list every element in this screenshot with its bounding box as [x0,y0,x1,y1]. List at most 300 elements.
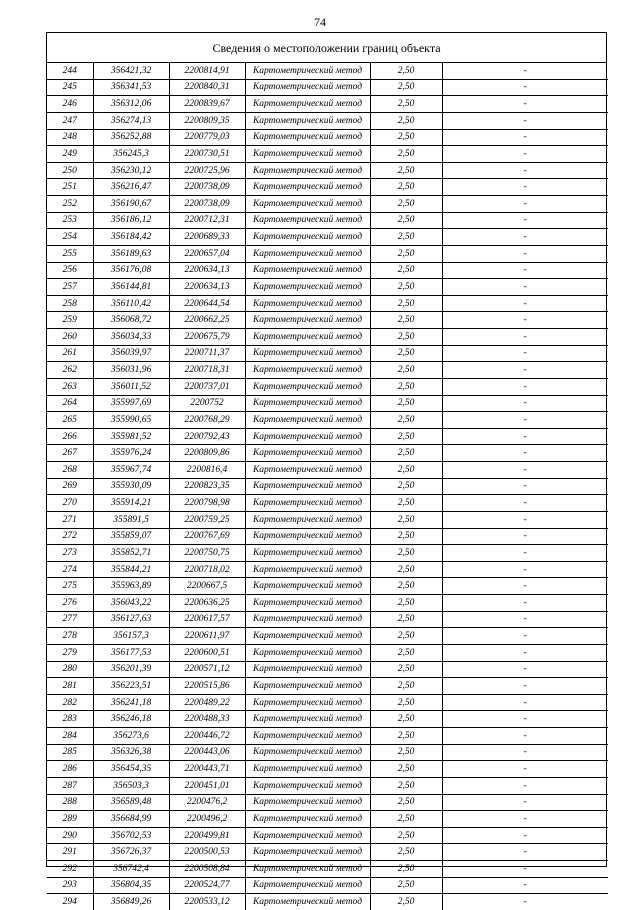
point-number-cell: 287 [47,777,93,794]
y-coordinate-cell: 2200737,01 [169,378,245,395]
table-row [47,844,608,861]
method-cell: Картометрический метод [245,395,370,412]
method-cell: Картометрический метод [245,844,370,861]
table-row [47,728,608,745]
point-number-cell: 278 [47,628,93,645]
description-cell: - [442,794,608,811]
y-coordinate-cell: 2200767,69 [169,528,245,545]
accuracy-cell: 2,50 [370,146,442,163]
point-number-cell: 291 [47,844,93,861]
description-cell: - [442,578,608,595]
accuracy-cell: 2,50 [370,744,442,761]
method-cell: Картометрический метод [245,295,370,312]
x-coordinate-cell: 356144,81 [93,279,169,296]
table-row [47,129,608,146]
accuracy-cell: 2,50 [370,179,442,196]
point-number-cell: 274 [47,561,93,578]
point-number-cell: 279 [47,644,93,661]
boundary-table [46,32,607,908]
table-row [47,262,608,279]
method-cell: Картометрический метод [245,811,370,828]
point-number-cell: 265 [47,412,93,429]
table-row [47,877,608,894]
x-coordinate-cell: 356186,12 [93,212,169,229]
x-coordinate-cell: 356011,52 [93,378,169,395]
method-cell: Картометрический метод [245,877,370,894]
y-coordinate-cell: 2200489,22 [169,694,245,711]
point-number-cell: 284 [47,728,93,745]
method-cell: Картометрический метод [245,279,370,296]
accuracy-cell: 2,50 [370,811,442,828]
method-cell: Картометрический метод [245,511,370,528]
point-number-cell: 255 [47,245,93,262]
point-number-cell: 288 [47,794,93,811]
x-coordinate-cell: 356241,18 [93,694,169,711]
y-coordinate-cell: 2200823,35 [169,478,245,495]
point-number-cell: 262 [47,362,93,379]
x-coordinate-cell: 356245,3 [93,146,169,163]
x-coordinate-cell: 356031,96 [93,362,169,379]
y-coordinate-cell: 2200814,91 [169,63,245,79]
y-coordinate-cell: 2200657,04 [169,245,245,262]
table-row [47,279,608,296]
description-cell: - [442,877,608,894]
accuracy-cell: 2,50 [370,761,442,778]
x-coordinate-cell: 356034,33 [93,329,169,346]
accuracy-cell: 2,50 [370,112,442,129]
description-cell: - [442,462,608,479]
y-coordinate-cell: 2200499,81 [169,827,245,844]
y-coordinate-cell: 2200752 [169,395,245,412]
y-coordinate-cell: 2200718,31 [169,362,245,379]
description-cell: - [442,711,608,728]
point-number-cell: 264 [47,395,93,412]
method-cell: Картометрический метод [245,245,370,262]
point-number-cell: 271 [47,511,93,528]
accuracy-cell: 2,50 [370,428,442,445]
x-coordinate-cell: 356702,53 [93,827,169,844]
table-row [47,412,608,429]
points-table-body [47,63,608,910]
y-coordinate-cell: 2200809,35 [169,112,245,129]
accuracy-cell: 2,50 [370,96,442,113]
y-coordinate-cell: 2200675,79 [169,329,245,346]
accuracy-cell: 2,50 [370,827,442,844]
y-coordinate-cell: 2200533,12 [169,894,245,910]
accuracy-cell: 2,50 [370,295,442,312]
point-number-cell: 290 [47,827,93,844]
table-row [47,511,608,528]
description-cell: - [442,146,608,163]
table-row [47,378,608,395]
description-cell: - [442,844,608,861]
description-cell: - [442,162,608,179]
description-cell: - [442,295,608,312]
point-number-cell: 251 [47,179,93,196]
accuracy-cell: 2,50 [370,212,442,229]
method-cell: Картометрический метод [245,162,370,179]
point-number-cell: 270 [47,495,93,512]
y-coordinate-cell: 2200496,2 [169,811,245,828]
description-cell: - [442,661,608,678]
table-row [47,611,608,628]
method-cell: Картометрический метод [245,578,370,595]
method-cell: Картометрический метод [245,412,370,429]
x-coordinate-cell: 356684,99 [93,811,169,828]
accuracy-cell: 2,50 [370,678,442,695]
y-coordinate-cell: 2200809,86 [169,445,245,462]
x-coordinate-cell: 355990,65 [93,412,169,429]
description-cell: - [442,196,608,213]
description-cell: - [442,179,608,196]
point-number-cell: 266 [47,428,93,445]
accuracy-cell: 2,50 [370,262,442,279]
method-cell: Картометрический метод [245,561,370,578]
y-coordinate-cell: 2200476,2 [169,794,245,811]
point-number-cell: 257 [47,279,93,296]
point-number-cell: 250 [47,162,93,179]
description-cell: - [442,595,608,612]
method-cell: Картометрический метод [245,777,370,794]
description-cell: - [442,678,608,695]
x-coordinate-cell: 356503,3 [93,777,169,794]
description-cell: - [442,611,608,628]
x-coordinate-cell: 356804,35 [93,877,169,894]
y-coordinate-cell: 2200689,33 [169,229,245,246]
table-row [47,827,608,844]
y-coordinate-cell: 2200451,01 [169,777,245,794]
point-number-cell: 294 [47,894,93,910]
x-coordinate-cell: 356252,88 [93,129,169,146]
method-cell: Картометрический метод [245,478,370,495]
table-row [47,312,608,329]
table-row [47,428,608,445]
y-coordinate-cell: 2200611,97 [169,628,245,645]
x-coordinate-cell: 356849,26 [93,894,169,910]
point-number-cell: 283 [47,711,93,728]
table-row [47,894,608,910]
point-number-cell: 252 [47,196,93,213]
table-row [47,329,608,346]
method-cell: Картометрический метод [245,79,370,96]
accuracy-cell: 2,50 [370,595,442,612]
method-cell: Картометрический метод [245,595,370,612]
table-row [47,528,608,545]
x-coordinate-cell: 356039,97 [93,345,169,362]
table-row [47,395,608,412]
accuracy-cell: 2,50 [370,395,442,412]
description-cell: - [442,495,608,512]
accuracy-cell: 2,50 [370,229,442,246]
accuracy-cell: 2,50 [370,628,442,645]
description-cell: - [442,744,608,761]
accuracy-cell: 2,50 [370,578,442,595]
y-coordinate-cell: 2200792,43 [169,428,245,445]
x-coordinate-cell: 356216,47 [93,179,169,196]
table-row [47,661,608,678]
x-coordinate-cell: 355981,52 [93,428,169,445]
accuracy-cell: 2,50 [370,728,442,745]
description-cell: - [442,428,608,445]
y-coordinate-cell: 2200779,03 [169,129,245,146]
method-cell: Картометрический метод [245,129,370,146]
point-number-cell: 258 [47,295,93,312]
point-number-cell: 247 [47,112,93,129]
table-row [47,295,608,312]
table-row [47,362,608,379]
y-coordinate-cell: 2200768,29 [169,412,245,429]
method-cell: Картометрический метод [245,744,370,761]
method-cell: Картометрический метод [245,63,370,79]
y-coordinate-cell: 2200750,75 [169,545,245,562]
method-cell: Картометрический метод [245,212,370,229]
accuracy-cell: 2,50 [370,794,442,811]
table-row [47,777,608,794]
accuracy-cell: 2,50 [370,661,442,678]
accuracy-cell: 2,50 [370,528,442,545]
method-cell: Картометрический метод [245,312,370,329]
accuracy-cell: 2,50 [370,694,442,711]
method-cell: Картометрический метод [245,462,370,479]
point-number-cell: 281 [47,678,93,695]
point-number-cell: 275 [47,578,93,595]
table-row [47,861,608,878]
y-coordinate-cell: 2200738,09 [169,179,245,196]
x-coordinate-cell: 356421,32 [93,63,169,79]
y-coordinate-cell: 2200508,84 [169,861,245,878]
method-cell: Картометрический метод [245,378,370,395]
accuracy-cell: 2,50 [370,362,442,379]
table-row [47,146,608,163]
method-cell: Картометрический метод [245,229,370,246]
x-coordinate-cell: 356177,53 [93,644,169,661]
x-coordinate-cell: 356230,12 [93,162,169,179]
description-cell: - [442,279,608,296]
x-coordinate-cell: 355914,21 [93,495,169,512]
accuracy-cell: 2,50 [370,329,442,346]
x-coordinate-cell: 355997,69 [93,395,169,412]
accuracy-cell: 2,50 [370,545,442,562]
description-cell: - [442,528,608,545]
y-coordinate-cell: 2200711,37 [169,345,245,362]
description-cell: - [442,761,608,778]
table-row [47,462,608,479]
description-cell: - [442,894,608,910]
method-cell: Картометрический метод [245,728,370,745]
y-coordinate-cell: 2200515,86 [169,678,245,695]
x-coordinate-cell: 356341,53 [93,79,169,96]
method-cell: Картометрический метод [245,661,370,678]
description-cell: - [442,545,608,562]
y-coordinate-cell: 2200840,31 [169,79,245,96]
x-coordinate-cell: 355967,74 [93,462,169,479]
table-row [47,678,608,695]
x-coordinate-cell: 355963,89 [93,578,169,595]
page-number: 74 [314,15,326,29]
x-coordinate-cell: 356246,18 [93,711,169,728]
point-number-cell: 263 [47,378,93,395]
y-coordinate-cell: 2200488,33 [169,711,245,728]
x-coordinate-cell: 355852,71 [93,545,169,562]
accuracy-cell: 2,50 [370,611,442,628]
table-row [47,794,608,811]
point-number-cell: 280 [47,661,93,678]
x-coordinate-cell: 356184,42 [93,229,169,246]
point-number-cell: 267 [47,445,93,462]
accuracy-cell: 2,50 [370,345,442,362]
point-number-cell: 286 [47,761,93,778]
accuracy-cell: 2,50 [370,777,442,794]
accuracy-cell: 2,50 [370,511,442,528]
x-coordinate-cell: 356157,3 [93,628,169,645]
method-cell: Картометрический метод [245,495,370,512]
accuracy-cell: 2,50 [370,844,442,861]
accuracy-cell: 2,50 [370,644,442,661]
table-row [47,495,608,512]
y-coordinate-cell: 2200524,77 [169,877,245,894]
y-coordinate-cell: 2200634,13 [169,279,245,296]
accuracy-cell: 2,50 [370,561,442,578]
point-number-cell: 256 [47,262,93,279]
description-cell: - [442,63,608,79]
accuracy-cell: 2,50 [370,478,442,495]
point-number-cell: 269 [47,478,93,495]
accuracy-cell: 2,50 [370,129,442,146]
table-row [47,811,608,828]
description-cell: - [442,112,608,129]
x-coordinate-cell: 356326,38 [93,744,169,761]
table-row [47,112,608,129]
y-coordinate-cell: 2200839,67 [169,96,245,113]
description-cell: - [442,262,608,279]
accuracy-cell: 2,50 [370,877,442,894]
y-coordinate-cell: 2200571,12 [169,661,245,678]
description-cell: - [442,511,608,528]
y-coordinate-cell: 2200617,57 [169,611,245,628]
y-coordinate-cell: 2200446,72 [169,728,245,745]
point-number-cell: 246 [47,96,93,113]
point-number-cell: 289 [47,811,93,828]
accuracy-cell: 2,50 [370,495,442,512]
y-coordinate-cell: 2200718,02 [169,561,245,578]
x-coordinate-cell: 356110,42 [93,295,169,312]
table-row [47,229,608,246]
description-cell: - [442,777,608,794]
y-coordinate-cell: 2200667,5 [169,578,245,595]
description-cell: - [442,478,608,495]
method-cell: Картометрический метод [245,112,370,129]
method-cell: Картометрический метод [245,179,370,196]
x-coordinate-cell: 356726,37 [93,844,169,861]
method-cell: Картометрический метод [245,894,370,910]
method-cell: Картометрический метод [245,545,370,562]
x-coordinate-cell: 356068,72 [93,312,169,329]
accuracy-cell: 2,50 [370,412,442,429]
table-row [47,79,608,96]
description-cell: - [442,245,608,262]
y-coordinate-cell: 2200443,71 [169,761,245,778]
y-coordinate-cell: 2200634,13 [169,262,245,279]
accuracy-cell: 2,50 [370,378,442,395]
table-row [47,595,608,612]
x-coordinate-cell: 356273,6 [93,728,169,745]
x-coordinate-cell: 355891,5 [93,511,169,528]
point-number-cell: 292 [47,861,93,878]
x-coordinate-cell: 355976,24 [93,445,169,462]
point-number-cell: 248 [47,129,93,146]
point-number-cell: 273 [47,545,93,562]
method-cell: Картометрический метод [245,644,370,661]
table-row [47,96,608,113]
point-number-cell: 285 [47,744,93,761]
method-cell: Картометрический метод [245,711,370,728]
method-cell: Картометрический метод [245,146,370,163]
description-cell: - [442,378,608,395]
method-cell: Картометрический метод [245,861,370,878]
description-cell: - [442,412,608,429]
accuracy-cell: 2,50 [370,63,442,79]
x-coordinate-cell: 355859,07 [93,528,169,545]
method-cell: Картометрический метод [245,827,370,844]
method-cell: Картометрический метод [245,196,370,213]
x-coordinate-cell: 355844,21 [93,561,169,578]
description-cell: - [442,561,608,578]
table-row [47,245,608,262]
x-coordinate-cell: 356176,08 [93,262,169,279]
accuracy-cell: 2,50 [370,162,442,179]
point-number-cell: 282 [47,694,93,711]
section-title: Сведения о местоположении границ объекта [47,33,606,63]
x-coordinate-cell: 356043,22 [93,595,169,612]
description-cell: - [442,212,608,229]
y-coordinate-cell: 2200759,25 [169,511,245,528]
point-number-cell: 245 [47,79,93,96]
accuracy-cell: 2,50 [370,894,442,910]
method-cell: Картометрический метод [245,96,370,113]
table-row [47,694,608,711]
description-cell: - [442,362,608,379]
table-row [47,196,608,213]
x-coordinate-cell: 355930,09 [93,478,169,495]
method-cell: Картометрический метод [245,678,370,695]
table-row [47,445,608,462]
method-cell: Картометрический метод [245,611,370,628]
description-cell: - [442,628,608,645]
description-cell: - [442,644,608,661]
y-coordinate-cell: 2200798,98 [169,495,245,512]
table-row [47,179,608,196]
x-coordinate-cell: 356454,35 [93,761,169,778]
method-cell: Картометрический метод [245,761,370,778]
description-cell: - [442,811,608,828]
description-cell: - [442,96,608,113]
accuracy-cell: 2,50 [370,462,442,479]
point-number-cell: 253 [47,212,93,229]
point-number-cell: 261 [47,345,93,362]
table-row [47,345,608,362]
accuracy-cell: 2,50 [370,196,442,213]
method-cell: Картометрический метод [245,694,370,711]
method-cell: Картометрический метод [245,628,370,645]
description-cell: - [442,445,608,462]
point-number-cell: 254 [47,229,93,246]
table-row [47,212,608,229]
point-number-cell: 293 [47,877,93,894]
table-row [47,162,608,179]
point-number-cell: 259 [47,312,93,329]
description-cell: - [442,728,608,745]
point-number-cell: 244 [62,65,77,76]
